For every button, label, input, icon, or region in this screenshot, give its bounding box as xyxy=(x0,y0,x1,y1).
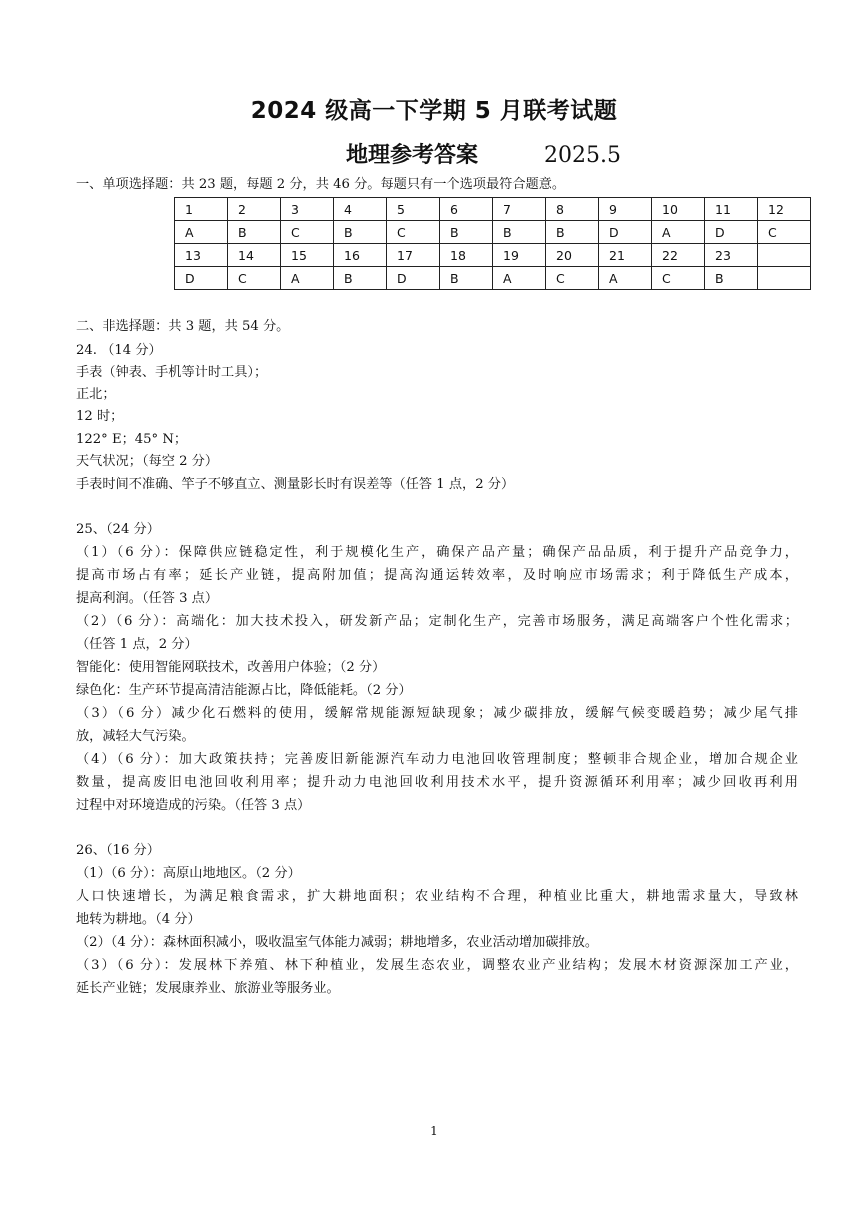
question-number-cell: 9 xyxy=(599,198,652,221)
q25-line: 提高利润。（任答 3 点） xyxy=(76,591,219,606)
q24-line: 24. （14 分） xyxy=(76,343,162,358)
answer-cell: B xyxy=(228,221,281,244)
question-number-cell: 2 xyxy=(228,198,281,221)
subtitle-date: 2025.5 xyxy=(544,143,621,168)
question-number-cell: 17 xyxy=(387,244,440,267)
answer-cell: A xyxy=(175,221,228,244)
q25-line: （1）（6 分）：保障供应链稳定性，利于规模化生产，确保产品产量；确保产品品质，利于提升产品竞争力， xyxy=(76,545,798,560)
answer-cell: B xyxy=(440,267,493,290)
q25-line: 放，减轻大气污染。 xyxy=(76,729,195,744)
q24-line: 正北； xyxy=(76,387,116,402)
q25-line: 过程中对环境造成的污染。（任答 3 点） xyxy=(76,798,311,813)
answer-cell: B xyxy=(493,221,546,244)
question-number-cell: 12 xyxy=(758,198,811,221)
question-number-cell: 16 xyxy=(334,244,387,267)
answer-table-row xyxy=(175,267,811,290)
question-number-cell: 1 xyxy=(175,198,228,221)
answer-cell: B xyxy=(705,267,758,290)
q25-line: 25、（24 分） xyxy=(76,522,160,537)
answer-cell: B xyxy=(334,221,387,244)
answer-cell: C xyxy=(652,267,705,290)
q25-line: （3）（6 分）减少化石燃料的使用，缓解常规能源短缺现象；减少碳排放，缓解气候变暖趋势；减少尾气排 xyxy=(76,706,798,721)
question-number-cell: 13 xyxy=(175,244,228,267)
q24-line: 手表时间不准确、竿子不够直立、测量影长时有误差等（任答 1 点，2 分） xyxy=(76,477,515,492)
answer-table-row xyxy=(175,244,811,267)
answer-cell: D xyxy=(387,267,440,290)
page-title: 2024 级高一下学期 5 月联考试题 xyxy=(250,98,618,124)
q25-line: 智能化：使用智能网联技术，改善用户体验；（2 分） xyxy=(76,660,386,675)
q25-line: 提高市场占有率；延长产业链，提高附加值；提高沟通运转效率，及时响应市场需求；利于降低生产成本， xyxy=(76,568,798,583)
q24-line: 天气状况；（每空 2 分） xyxy=(76,454,219,469)
question-number-cell: 18 xyxy=(440,244,493,267)
page-number: 1 xyxy=(430,1124,438,1138)
answer-cell: B xyxy=(440,221,493,244)
answer-cell: C xyxy=(228,267,281,290)
question-number-cell: 15 xyxy=(281,244,334,267)
subtitle-text: 地理参考答案 xyxy=(346,143,479,168)
q24-line: 12 时； xyxy=(76,409,124,424)
answer-table-row xyxy=(175,198,811,221)
answer-cell: B xyxy=(546,221,599,244)
q26-line: 人口快速增长，为满足粮食需求，扩大耕地面积；农业结构不合理，种植业比重大，耕地需求量大，导致林 xyxy=(76,889,798,904)
question-number-cell: 22 xyxy=(652,244,705,267)
question-number-cell: 8 xyxy=(546,198,599,221)
answer-cell: D xyxy=(705,221,758,244)
q26-line: （3）（6 分）：发展林下养殖、林下种植业，发展生态农业，调整农业产业结构；发展木材资源深加工产业， xyxy=(76,958,798,973)
q25-line: （任答 1 点，2 分） xyxy=(76,637,198,652)
question-number-cell: 10 xyxy=(652,198,705,221)
question-number-cell: 4 xyxy=(334,198,387,221)
page-subtitle xyxy=(346,138,621,169)
q26-line: 延长产业链；发展康养业、旅游业等服务业。 xyxy=(76,981,340,996)
question-number-cell: 19 xyxy=(493,244,546,267)
answer-cell: B xyxy=(334,267,387,290)
q26-line: 26、（16 分） xyxy=(76,843,160,858)
q26-line: 地转为耕地。（4 分） xyxy=(76,912,201,927)
answer-table-row xyxy=(175,221,811,244)
answer-cell: C xyxy=(758,221,811,244)
answer-cell: D xyxy=(599,221,652,244)
section2-heading: 二、非选择题：共 3 题，共 54 分。 xyxy=(76,319,290,334)
q24-line: 122° E；45° N； xyxy=(76,432,188,447)
question-number-cell xyxy=(758,244,811,267)
q25-line: （2）（6 分）：高端化：加大技术投入，研发新产品；定制化生产，完善市场服务，满足高端客户个性化需求； xyxy=(76,614,798,629)
answer-cell: A xyxy=(281,267,334,290)
answer-table xyxy=(174,197,811,290)
question-number-cell: 14 xyxy=(228,244,281,267)
q25-line: 数量，提高废旧电池回收利用率；提升动力电池回收利用技术水平，提升资源循环利用率；减少回收再利用 xyxy=(76,775,798,790)
question-number-cell: 3 xyxy=(281,198,334,221)
answer-cell: C xyxy=(387,221,440,244)
answer-cell: D xyxy=(175,267,228,290)
q25-line: （4）（6 分）：加大政策扶持；完善废旧新能源汽车动力电池回收管理制度；整顿非合规企业，增加合规企业 xyxy=(76,752,798,767)
question-number-cell: 7 xyxy=(493,198,546,221)
question-number-cell: 11 xyxy=(705,198,758,221)
answer-cell xyxy=(758,267,811,290)
answer-cell: C xyxy=(546,267,599,290)
answer-cell: C xyxy=(281,221,334,244)
question-number-cell: 6 xyxy=(440,198,493,221)
q25-line: 绿色化：生产环节提高清洁能源占比，降低能耗。（2 分） xyxy=(76,683,412,698)
answer-cell: A xyxy=(652,221,705,244)
q26-line: （1）（6 分）：高原山地地区。（2 分） xyxy=(76,866,301,881)
question-number-cell: 21 xyxy=(599,244,652,267)
section1-heading: 一、单项选择题：共 23 题，每题 2 分，共 46 分。每题只有一个选项最符合题意。 xyxy=(76,177,566,192)
q24-line: 手表（钟表、手机等计时工具）； xyxy=(76,365,268,380)
question-number-cell: 23 xyxy=(705,244,758,267)
answer-cell: A xyxy=(493,267,546,290)
q26-line: （2）（4 分）：森林面积减小，吸收温室气体能力减弱；耕地增多，农业活动增加碳排放。 xyxy=(76,935,599,950)
answer-cell: A xyxy=(599,267,652,290)
question-number-cell: 5 xyxy=(387,198,440,221)
question-number-cell: 20 xyxy=(546,244,599,267)
